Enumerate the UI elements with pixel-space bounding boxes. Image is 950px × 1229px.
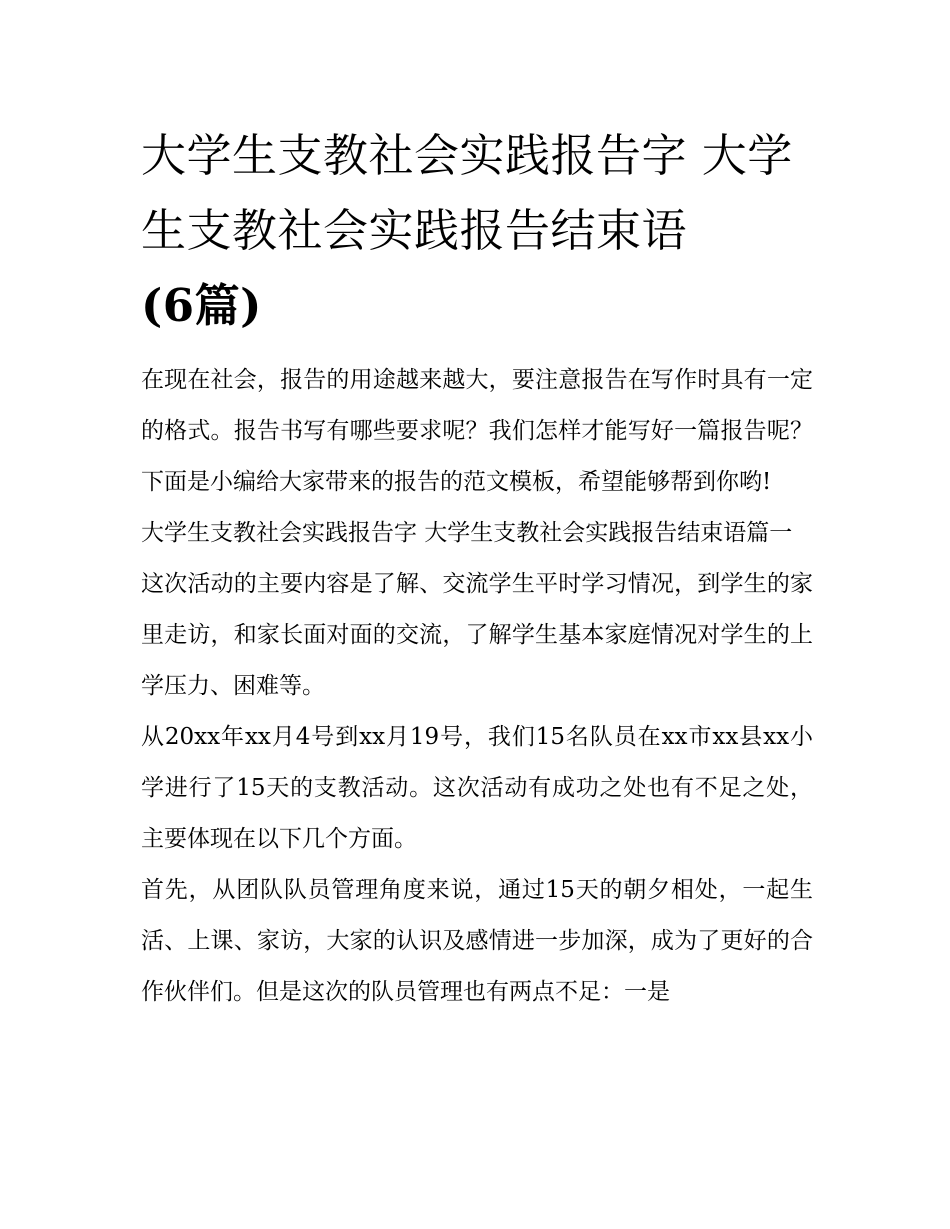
paragraph-activity-content: 这次活动的主要内容是了解、交流学生平时学习情况，到学生的家里走访，和家长面对面的交流，了解学生基本家庭情况对学生的上学压力、困难等。: [141, 571, 813, 699]
paragraph-team-management: 首先，从团队队员管理角度来说，通过15天的朝夕相处，一起生活、上课、家访，大家的认识及感情进一步加深，成为了更好的合作伙伴们。但是这次的队员管理也有两点不足：一是: [141, 877, 813, 1005]
paragraph-intro: 在现在社会，报告的用途越来越大，要注意报告在写作时具有一定的格式。报告书写有哪些要求呢？我们怎样才能写好一篇报告呢？下面是小编给大家带来的报告的范文模板，希望能够帮到你哟!: [141, 367, 813, 495]
title-suffix: (6篇): [141, 279, 262, 332]
paragraph-section-heading: 大学生支教社会实践报告字 大学生支教社会实践报告结束语篇一: [141, 520, 793, 546]
paragraph-activity-dates: 从20xx年xx月4号到xx月19号，我们15名队员在xx市xx县xx小学进行了15天的支教活动。这次活动有成功之处也有不足之处，主要体现在以下几个方面。: [141, 724, 813, 852]
title-main: 大学生支教社会实践报告字 大学生支教社会实践报告结束语: [141, 129, 793, 257]
document-title: [141, 118, 813, 343]
document-page: [141, 118, 813, 1018]
